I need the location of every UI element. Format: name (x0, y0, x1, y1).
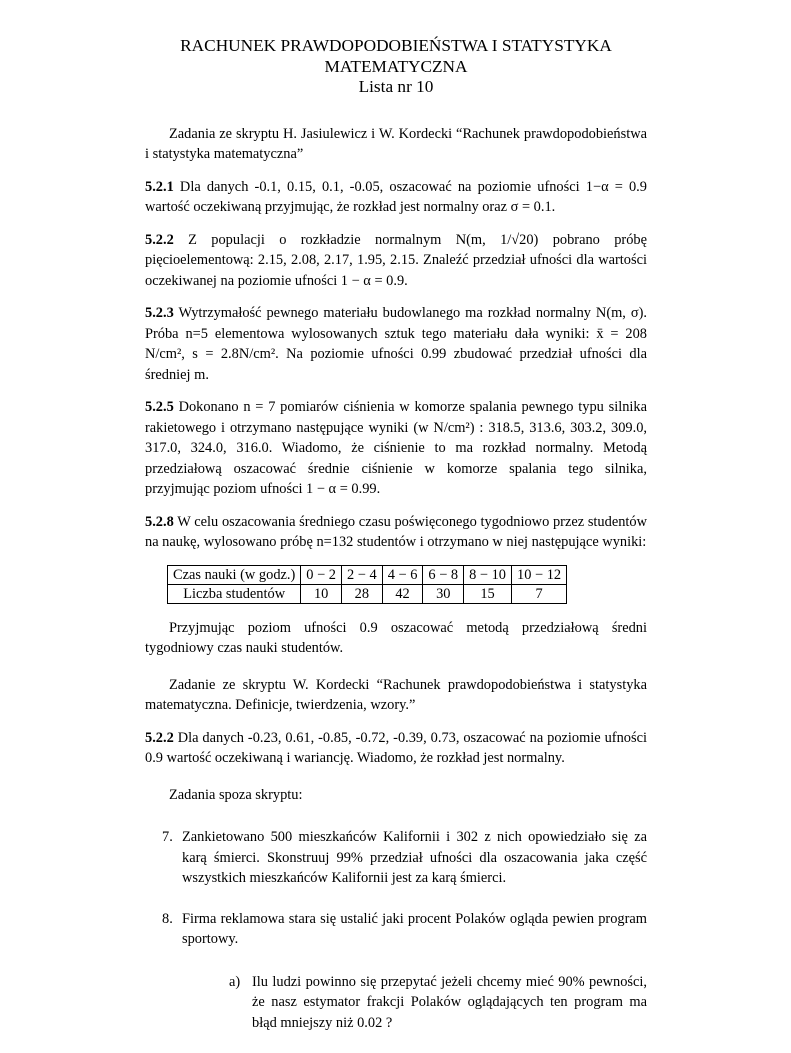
problem-text: Dla danych -0.23, 0.61, -0.85, -0.72, -0.39, 0.73, oszacować na poziomie ufności 0.9 wartość oczekiwaną i wariancję. Wiadomo, że rozkład jest normalny. (145, 729, 647, 766)
title-line-1: RACHUNEK PRAWDOPODOBIEŃSTWA I STATYSTYKA (180, 36, 612, 55)
table-cell: 10 (301, 584, 342, 603)
list-item (145, 827, 647, 889)
table-row (168, 584, 567, 603)
intro-paragraph-2: Zadanie ze skryptu W. Kordecki “Rachunek prawdopodobieństwa i statystyka matematyczna. Definicje, twierdzenia, wzory.” (145, 676, 647, 713)
task-list (145, 827, 647, 1033)
table-cell: 2 − 4 (342, 565, 383, 584)
document-page (145, 36, 647, 1053)
problem-number: 5.2.2 (145, 231, 174, 248)
table-row (168, 565, 567, 584)
problem-number: 5.2.1 (145, 178, 174, 195)
table-header-cell: Czas nauki (w godz.) (168, 565, 301, 584)
table-cell: 15 (464, 584, 512, 603)
table-cell: 28 (342, 584, 383, 603)
problem-5-2-8 (145, 512, 647, 553)
problem-text: W celu oszacowania średniego czasu poświęconego tygodniowo przez studentów na naukę, wylosowano próbę n=132 studentów i otrzymano w niej następujące wyniki: (145, 513, 647, 550)
table-cell: 7 (512, 584, 567, 603)
problem-number: 5.2.2 (145, 729, 174, 746)
problem-text: Wytrzymałość pewnego materiału budowlanego ma rozkład normalny N(m, σ). Próba n=5 elementowa wylosowanych sztuk tego materiału dała wyniki: x̄ = 208 N/cm², s = 2.8N/cm². Na poziomie ufności 0.99 zbudować przedział ufności dla średniej m. (145, 305, 647, 383)
task-text: Zankietowano 500 mieszkańców Kalifornii i 302 z nich opowiedziało się za karą śmierci. Skonstruuj 99% przedział ufności dla oszacowania jaka część wszystkich mieszkańców Kalifornii jest za karą śmierci. (182, 829, 647, 886)
table-cell: 4 − 6 (382, 565, 423, 584)
problem-5-2-5 (145, 397, 647, 500)
problem-text: Dla danych -0.1, 0.15, 0.1, -0.05, oszacować na poziomie ufności 1−α = 0.9 wartość oczekiwaną przyjmując, że rozkład jest normalny oraz σ = 0.1. (145, 178, 647, 215)
title-line-3: Lista nr 10 (358, 77, 434, 96)
list-item (145, 909, 647, 1034)
problem-5-2-1 (145, 177, 647, 218)
subtask-label: a) (229, 973, 241, 990)
problem-5-2-2 (145, 230, 647, 292)
intro-paragraph-3: Zadania spoza skryptu: (169, 786, 303, 803)
table-cell: 30 (423, 584, 464, 603)
title-line-2: MATEMATYCZNA (324, 56, 468, 76)
problem-text: Dokonano n = 7 pomiarów ciśnienia w komorze spalania pewnego typu silnika rakietowego i otrzymano następujące wyniki (w N/cm²) : 318.5, 313.6, 303.2, 309.0, 317.0, 324.0, 316.0. Wiadomo, że ciśnienie to ma rozkład normalny. Metodą przedziałową oszacować średnie ciśnienie w komorze spalania tego silnika, przyjmując poziom ufności 1 − α = 0.99. (145, 399, 647, 497)
table-cell: 8 − 10 (464, 565, 512, 584)
document-title (145, 36, 647, 98)
table-cell: 42 (382, 584, 423, 603)
problem-number: 5.2.5 (145, 399, 174, 415)
task-number: 8. (162, 910, 173, 927)
subtask-text: Ilu ludzi powinno się przepytać jeżeli chcemy mieć 90% pewności, że nasz estymator frakcji Polaków oglądających ten program ma błąd mniejszy niż 0.02 ? (252, 973, 647, 1031)
problem-number: 5.2.3 (145, 305, 174, 321)
after-table-paragraph: Przyjmując poziom ufności 0.9 oszacować metodą przedziałową średni tygodniowy czas nauki studentów. (145, 619, 647, 656)
problem-5-2-2-b (145, 728, 647, 769)
study-time-table (167, 565, 567, 604)
intro-paragraph-1: Zadania ze skryptu H. Jasiulewicz i W. Kordecki “Rachunek prawdopodobieństwa i statystyka matematyczna” (145, 125, 647, 162)
problem-number: 5.2.8 (145, 513, 174, 530)
task-number: 7. (162, 829, 173, 845)
task-text: Firma reklamowa stara się ustalić jaki procent Polaków ogląda pewien program sportowy. (182, 910, 647, 947)
table-cell: 10 − 12 (512, 565, 567, 584)
problem-text: Z populacji o rozkładzie normalnym N(m, 1/√20) pobrano próbę pięcioelementową: 2.15, 2.08, 2.17, 1.95, 2.15. Znaleźć przedział ufności dla wartości oczekiwanej na poziomie ufności 1 − α = 0.9. (145, 231, 647, 289)
problem-5-2-3 (145, 303, 647, 385)
table-header-cell: Liczba studentów (168, 584, 301, 603)
table-cell: 0 − 2 (301, 565, 342, 584)
table-cell: 6 − 8 (423, 565, 464, 584)
